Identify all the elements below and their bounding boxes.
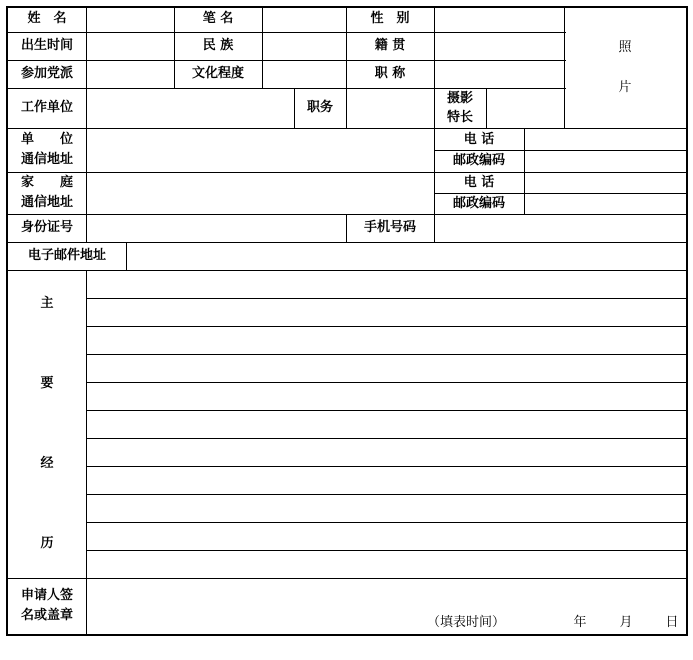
education-label: 文化程度 <box>191 66 244 81</box>
pen-name-field[interactable] <box>263 7 346 32</box>
photo-specialty-field[interactable] <box>487 89 564 128</box>
border-right <box>686 6 688 636</box>
month-label: 月 <box>619 615 633 630</box>
home-postcode-field[interactable] <box>525 194 686 214</box>
experience-area[interactable] <box>87 271 686 578</box>
position-field[interactable] <box>347 89 434 128</box>
id-number-field[interactable] <box>87 215 346 242</box>
unit-address-label-top: 单 位 <box>20 132 73 147</box>
home-phone-label: 电 话 <box>463 175 495 190</box>
unit-address-field[interactable] <box>87 129 434 172</box>
education-field[interactable] <box>263 61 346 88</box>
unit-phone-label: 电 话 <box>463 132 495 147</box>
email-label: 电子邮件地址 <box>27 248 106 263</box>
home-address-label-top: 家 庭 <box>20 175 73 190</box>
party-label: 参加党派 <box>20 66 73 81</box>
year-label: 年 <box>573 615 587 630</box>
email-field[interactable] <box>127 243 686 270</box>
home-address-label-bottom: 通信地址 <box>20 195 73 210</box>
experience-char-2: 要 <box>40 376 54 391</box>
border-bottom <box>6 634 688 636</box>
home-postcode-label: 邮政编码 <box>452 196 505 211</box>
name-label: 姓 名 <box>27 11 67 26</box>
unit-address-label-bottom: 通信地址 <box>20 152 73 167</box>
gender-label: 性 别 <box>370 11 410 26</box>
ethnicity-field[interactable] <box>263 33 346 60</box>
workplace-field[interactable] <box>87 89 294 128</box>
party-field[interactable] <box>87 61 174 88</box>
photo-area[interactable] <box>565 7 686 128</box>
unit-postcode-field[interactable] <box>525 151 686 172</box>
mobile-field[interactable] <box>435 215 686 242</box>
fill-time-label: （填表时间） <box>426 615 505 630</box>
workplace-label: 工作单位 <box>20 100 73 115</box>
native-place-field[interactable] <box>435 33 564 60</box>
photo-specialty-label-top: 摄影 <box>446 91 473 106</box>
signature-area[interactable] <box>87 579 686 634</box>
home-address-field[interactable] <box>87 173 434 214</box>
home-phone-field[interactable] <box>525 173 686 193</box>
name-field[interactable] <box>87 7 174 32</box>
unit-phone-field[interactable] <box>525 129 686 150</box>
birth-label: 出生时间 <box>20 38 73 53</box>
experience-char-1: 主 <box>40 296 54 311</box>
native-place-label: 籍 贯 <box>374 38 406 53</box>
ethnicity-label: 民 族 <box>202 38 234 53</box>
experience-char-4: 历 <box>40 536 54 551</box>
membership-application-form <box>6 6 688 636</box>
title-field[interactable] <box>435 61 564 88</box>
photo-label-bottom: 片 <box>618 80 632 95</box>
day-label: 日 <box>665 615 679 630</box>
birth-field[interactable] <box>87 33 174 60</box>
experience-char-3: 经 <box>40 456 54 471</box>
unit-postcode-label: 邮政编码 <box>452 153 505 168</box>
pen-name-label: 笔 名 <box>202 11 234 26</box>
signature-label-top: 申请人签 <box>20 588 73 603</box>
signature-label-bottom: 名或盖章 <box>20 608 73 623</box>
id-number-label: 身份证号 <box>20 220 73 235</box>
position-label: 职务 <box>306 100 333 115</box>
mobile-label: 手机号码 <box>363 220 416 235</box>
title-label: 职 称 <box>374 66 406 81</box>
photo-specialty-label-bottom: 特长 <box>446 110 473 125</box>
photo-label-top: 照 <box>618 40 632 55</box>
gender-field[interactable] <box>435 7 564 32</box>
